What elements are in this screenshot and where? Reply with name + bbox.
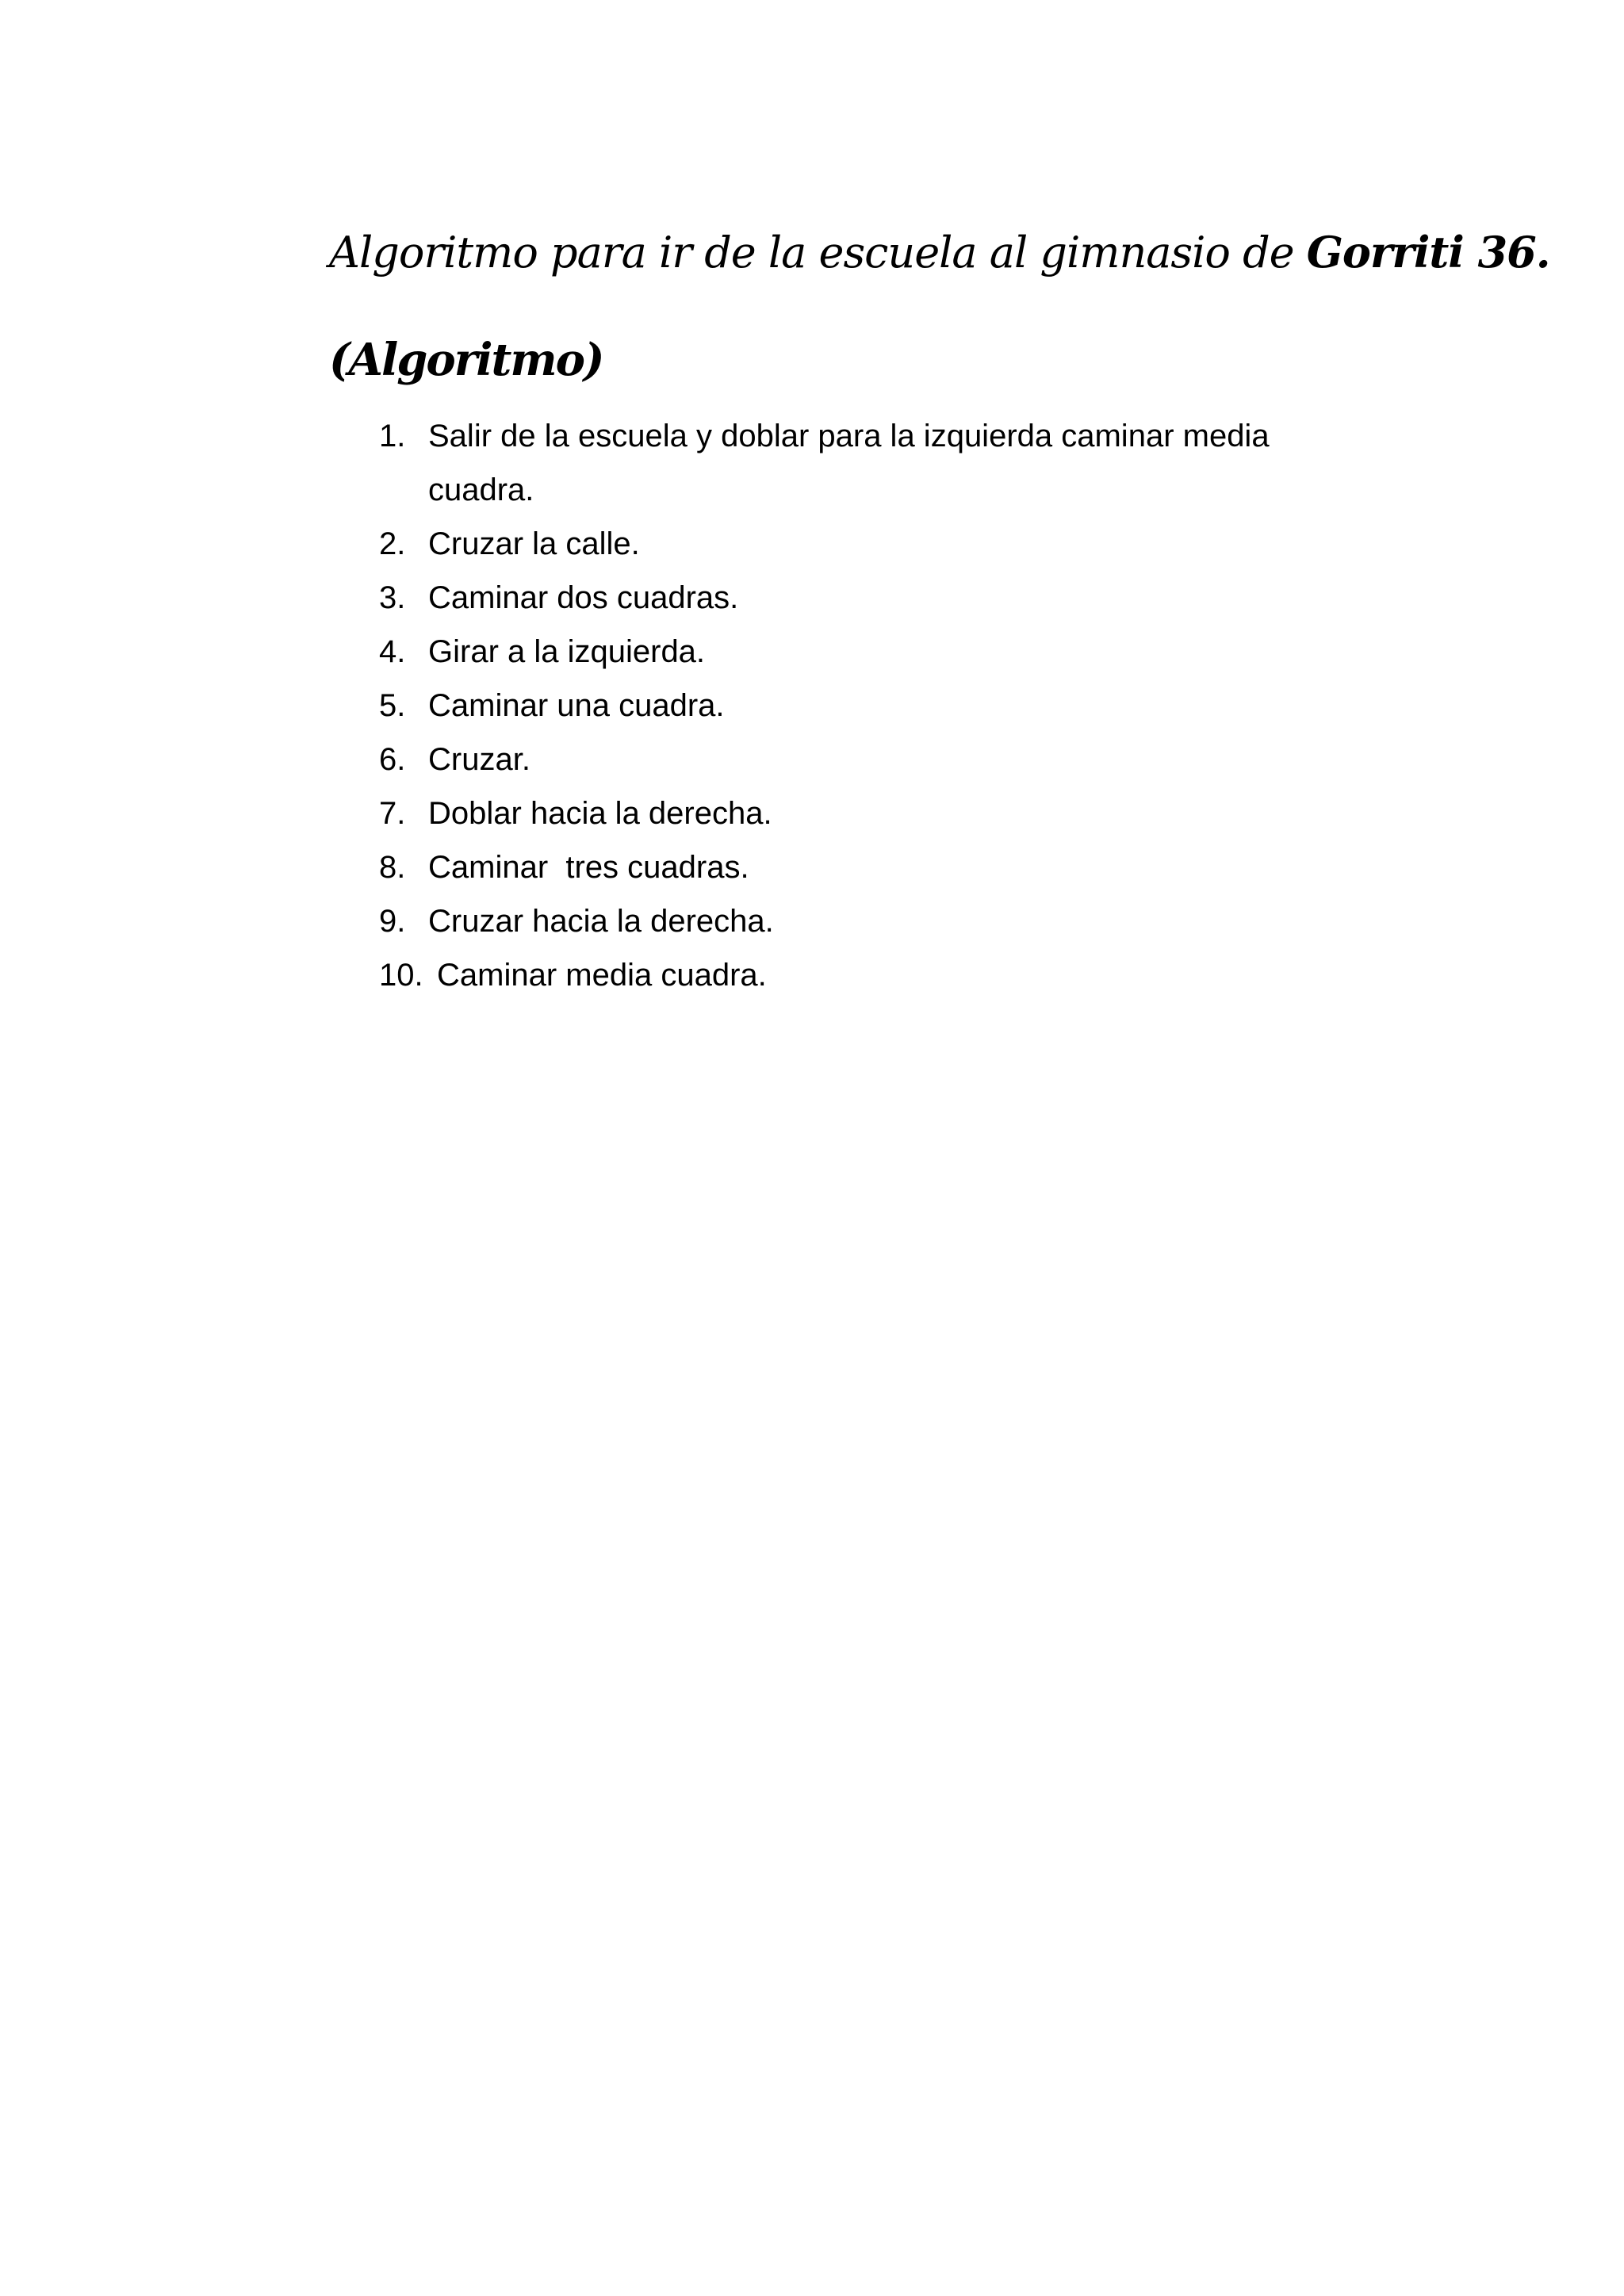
step-number: 3. [379, 580, 406, 615]
step-text: Cruzar la calle. [428, 526, 640, 561]
step-number: 10. [379, 958, 423, 993]
step-text: Girar a la izquierda. [428, 634, 706, 669]
step-text: Doblar hacia la derecha. [428, 796, 772, 831]
steps-list [379, 409, 1370, 1002]
title-address: Gorriti 36. [1306, 227, 1550, 277]
step-number: 1. [379, 419, 406, 453]
step-text: Caminar media cuadra. [437, 958, 767, 993]
title-text: Algoritmo para ir de la escuela al gimnasio de [329, 228, 1307, 277]
list-item [379, 786, 1370, 840]
step-number: 2. [379, 526, 406, 561]
step-text: Caminar tres cuadras. [428, 850, 749, 885]
list-item [379, 894, 1370, 948]
list-item [379, 679, 1370, 733]
step-number: 7. [379, 796, 406, 831]
step-text: Cruzar. [428, 742, 530, 777]
list-item [379, 948, 1370, 1002]
step-text: Cruzar hacia la derecha. [428, 904, 774, 939]
step-number: 9. [379, 904, 406, 939]
step-number: 8. [379, 850, 406, 885]
list-item [379, 517, 1370, 571]
list-item [379, 625, 1370, 679]
section-heading: (Algoritmo) [329, 334, 603, 386]
list-item [379, 571, 1370, 625]
step-number: 4. [379, 634, 406, 669]
list-item [379, 733, 1370, 786]
list-item [379, 409, 1370, 517]
document-title [329, 224, 1550, 281]
step-text: Caminar dos cuadras. [428, 580, 739, 615]
list-item [379, 840, 1370, 894]
step-text: Caminar una cuadra. [428, 688, 725, 723]
step-number: 5. [379, 688, 406, 723]
step-number: 6. [379, 742, 406, 777]
step-text: Salir de la escuela y doblar para la izquierda caminar media cuadra. [428, 419, 1270, 507]
